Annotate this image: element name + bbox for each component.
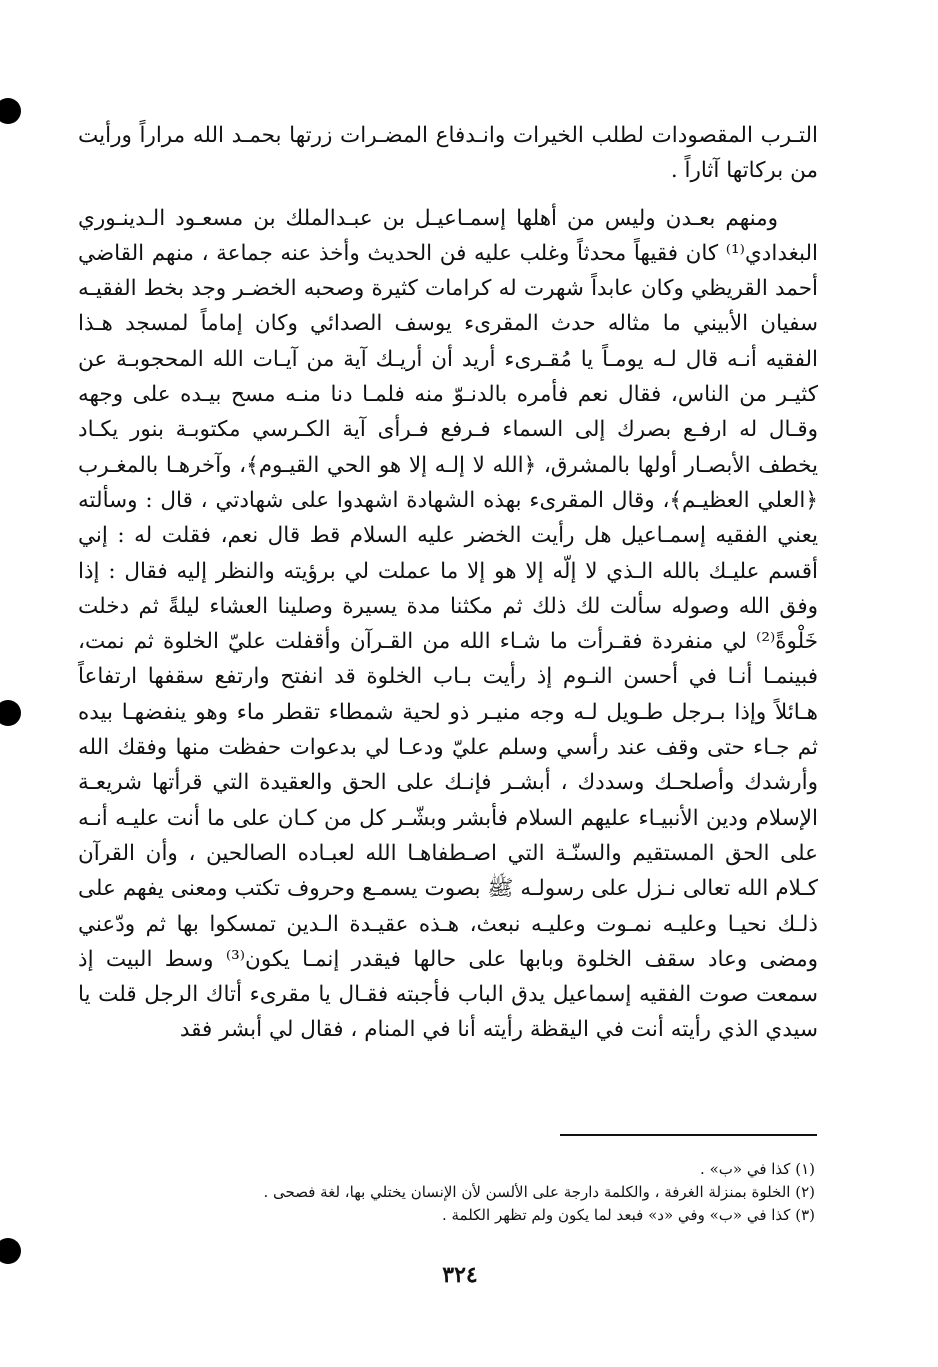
main-text <box>78 118 818 1048</box>
footnote-1: (١) كذا في «ب» . <box>700 1160 815 1178</box>
paragraph-1: التـرب المقصودات لطلب الخيرات وانـدفاع المضـرات زرتها بحمـد الله مراراً ورأيت من بركاتها آثاراً . <box>78 123 818 184</box>
page-number: ٣٢٤ <box>442 1262 478 1288</box>
paragraph-2: ومنهم بعـدن وليس من أهلها إسمـاعيـل بن عبـدالملك بن مسعـود الـدينـوري البغدادي⁽¹⁾ كان فقيهاً محدثاً وغلب عليه فن الحديث وأخذ عنه جماعة ، منهم القاضي أحمد القريظي وكان عابداً شهرت له كرامات كثيرة وصحبه الخضـر وجد بخط الفقيـه سفيان الأبيني ما مثاله حدث المقرىء يوسف الصدائي وكان إماماً لمسجد هـذا الفقيه أنـه قال لـه يومـاً يا مُقـرىء أريد أن أريـك آية من آيـات الله المحجوبـة عن كثيـر من الناس، فقال نعم فأمره بالدنـوّ منه فلمـا دنا منـه مسح بيـده على وجهه وقـال له ارفـع بصرك إلى السماء فـرفع فـرأى آية الكـرسي مكتوبـة بنور يكـاد يخطف الأبصـار أولها بالمشرق، ﴿الله لا إلـه إلا هو الحي القيـوم﴾، وآخرهـا بالمغـرب ﴿العلي العظيـم﴾، وقال المقرىء بهذه الشهادة اشهدوا على شهادتي ، قال : وسألته يعني الفقيه إسمـاعيل هل رأيت الخضر عليه السلام قط قال نعم، فقلت له : إني أقسم عليـك بالله الـذي لا إلّه إلا هو إلا ما عملت لي برؤيته والنظر إليه فقال : إذا وفق الله وصوله سألت لك ذلك ثم مكثنا مدة يسيرة وصلينا العشاء ليلةً ثم دخلت خَلْوةً⁽²⁾ لي منفردة فقـرأت ما شـاء الله من القـرآن وأقفلت عليّ الخلوة ثم نمت، فبينمـا أنـا في أحسن النـوم إذ رأيت بـاب الخلوة قد انفتح وارتفع سقفها ارتفاعاً هـائلاً وإذا بـرجل طـويل لـه وجه منيـر ذو لحية شمطاء تقطر ماء وهو ينفضهـا بيده ثم جـاء حتى وقف عند رأسي وسلم عليّ ودعـا لي بدعوات حفظت منها وفقك الله وأرشدك وأصلحـك وسددك ، أبشـر فإنـك على الحق والعقيدة التي قرأتها شريعـة الإسلام ودين الأنبيـاء عليهم السلام فأبشر وبشّـر كل من كـان على ما أنت عليـه أنـه على الحق المستقيم والسنّـة التي اصـطفاهـا الله لعبـاده الصالحين ، وأن القرآن كـلام الله تعالى نـزل على رسولـه ﷺ بصوت يسمـع وحروف تكتب ومعنى يفهم على ذلـك نحيـا وعليـه نمـوت وعليـه نبعث، هـذه عقيـدة الـدين تمسكوا بها ثم ودّعني ومضى وعاد سقف الخلوة وبابها على حالها فيقدر إنمـا يكون⁽³⁾ وسط البيت إذ سمعت صوت الفقيه إسماعيل يدق الباب فأجبته فقـال يا مقرىء أتاك الرجل قلت يا سيدي الذي رأيته أنت في اليقظة رأيته أنا في المنام ، فقال لي أبشر فقد <box>78 205 818 1043</box>
footnotes <box>150 1158 815 1227</box>
binding-hole-middle <box>0 700 21 726</box>
binding-hole-top <box>0 98 21 124</box>
footnote-3: (٣) كذا في «ب» وفي «د» فبعد لما يكون ولم تظهر الكلمة . <box>441 1206 815 1224</box>
footnote-divider <box>560 1134 817 1136</box>
binding-hole-bottom <box>0 1238 21 1264</box>
footnote-2: (٢) الخلوة بمنزلة الغرفة ، والكلمة دارجة على الألسن لأن الإنسان يختلي بها، لغة فصحى . <box>263 1183 815 1201</box>
